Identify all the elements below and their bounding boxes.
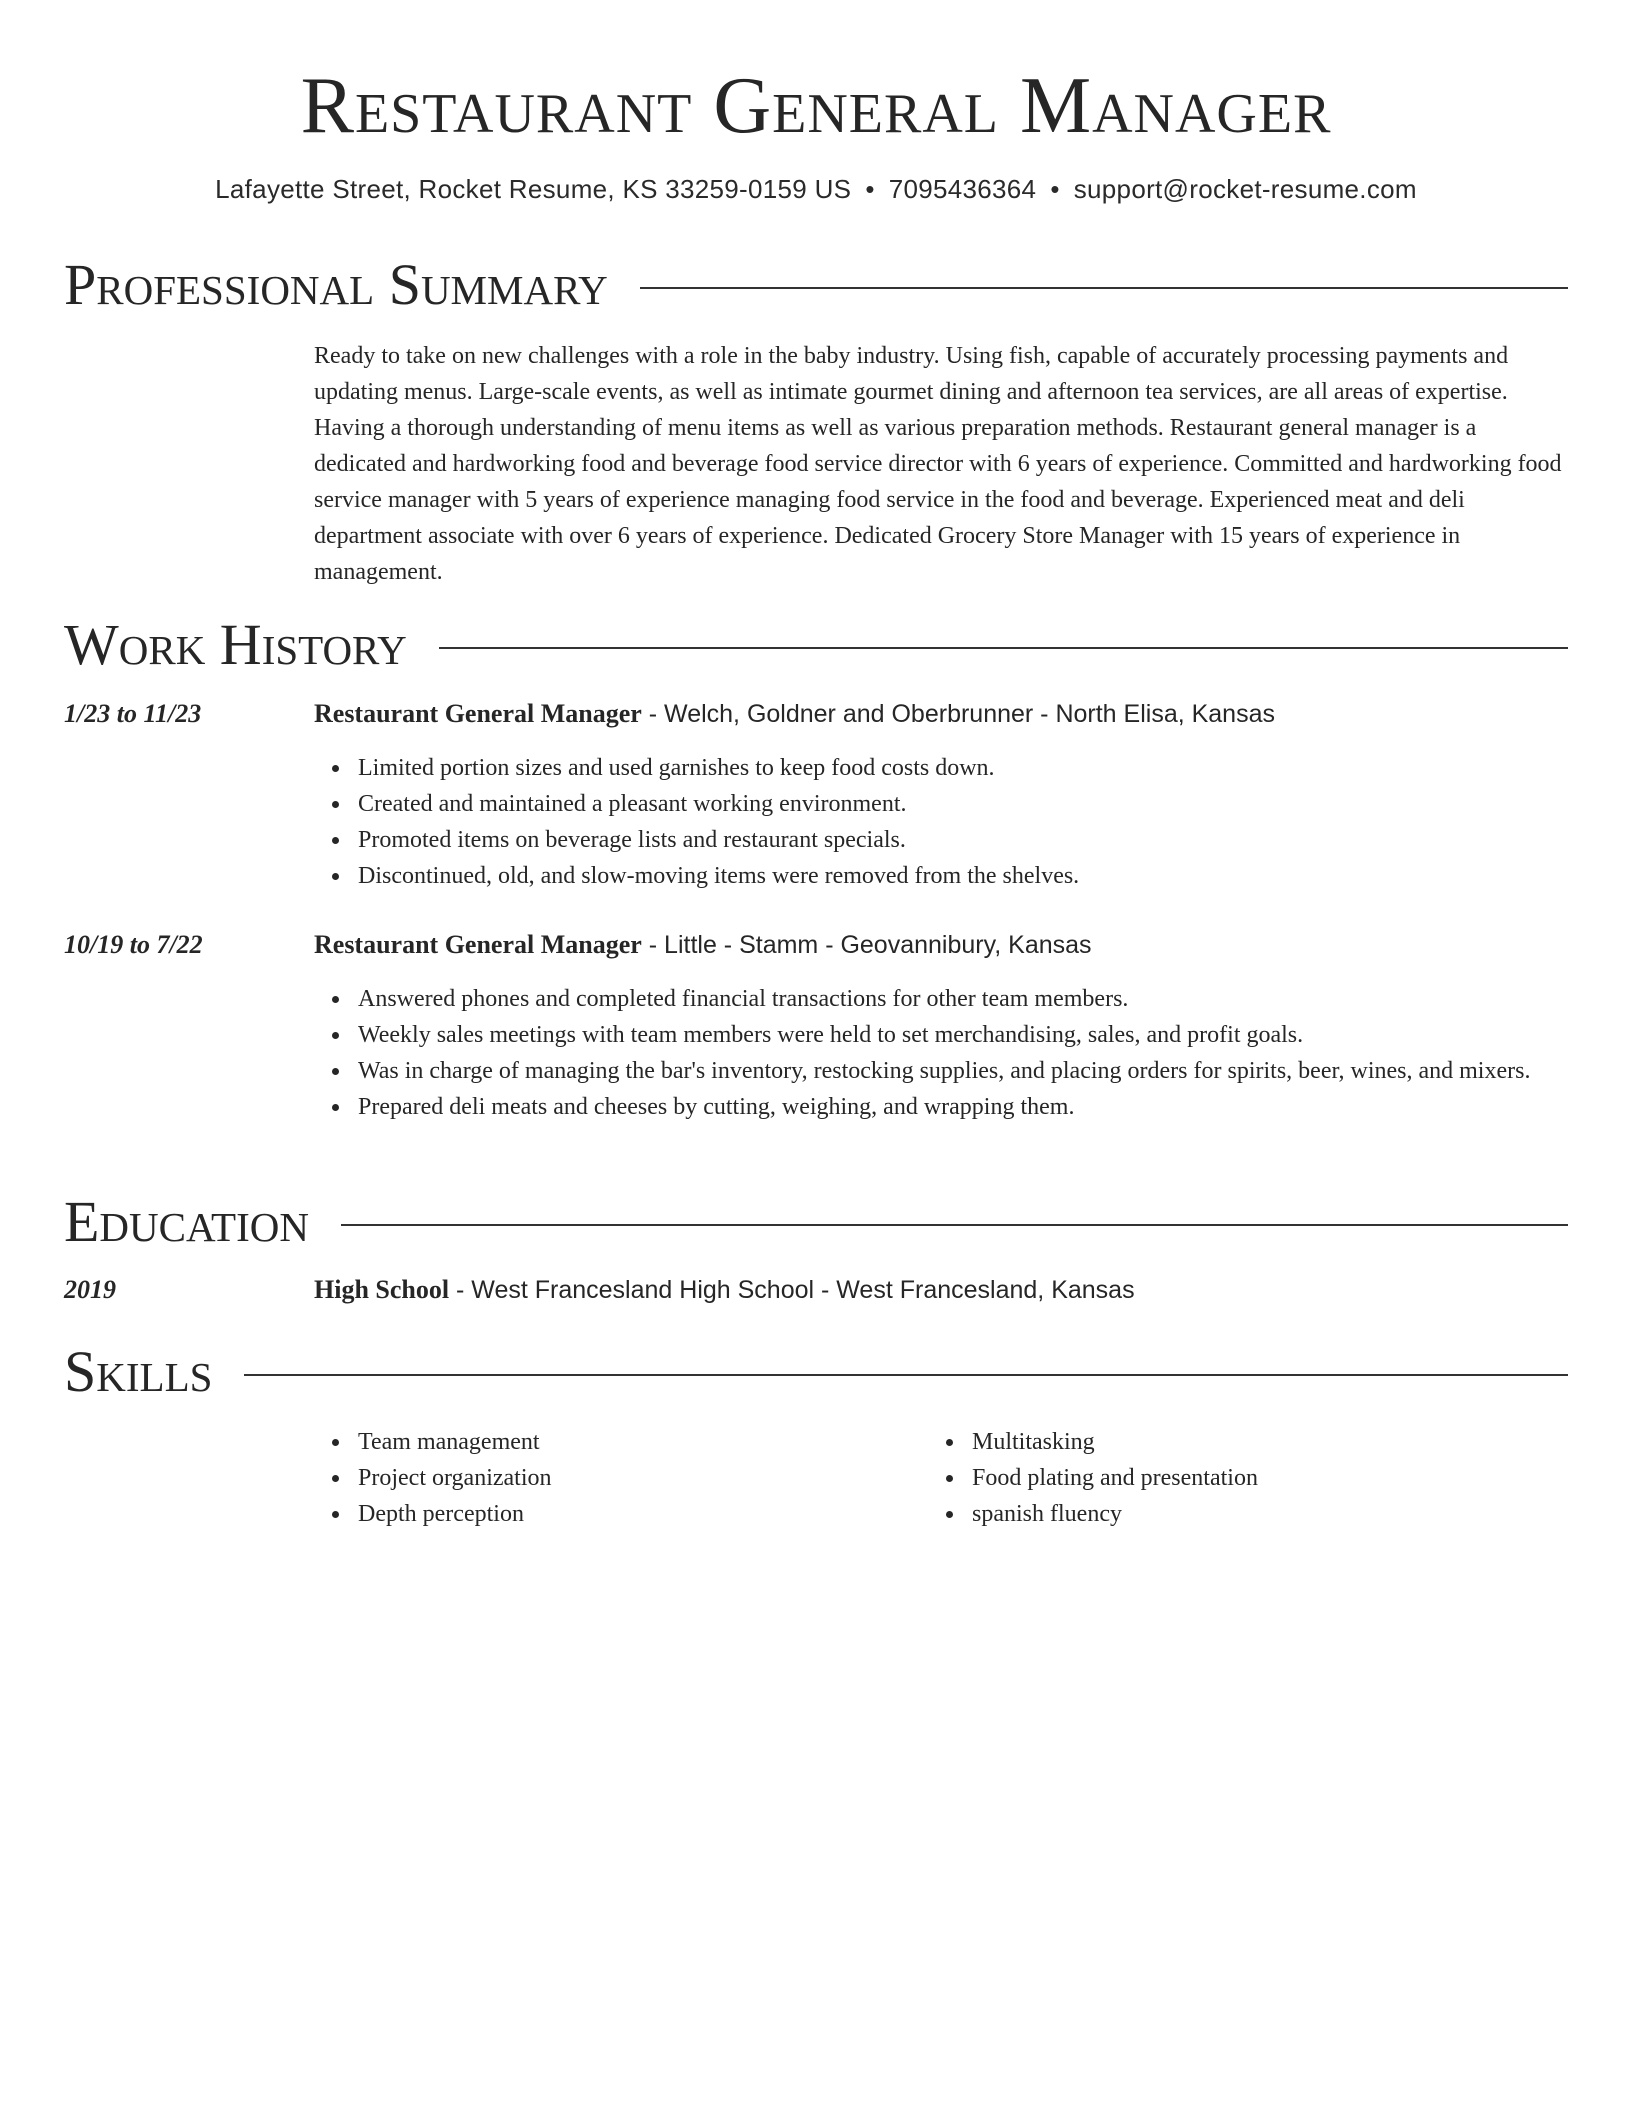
skill-item: Project organization (358, 1460, 938, 1496)
job-employer-location: - Welch, Goldner and Oberbrunner - North Elisa, Kansas (641, 700, 1275, 728)
job-bullet: Limited portion sizes and used garnishes to keep food costs down. (358, 750, 1612, 786)
contact-separator: • (1050, 174, 1060, 204)
job-bullet: Answered phones and completed financial transactions for other team members. (358, 981, 1612, 1017)
contact-separator: • (865, 174, 875, 204)
resume-name: Restaurant General Manager (300, 62, 1332, 150)
summary-section-title: Professional Summary (64, 252, 608, 317)
job-bullet: Discontinued, old, and slow-moving items were removed from the shelves. (358, 858, 1612, 894)
skill-item: Food plating and presentation (972, 1460, 1552, 1496)
skills-list-right (928, 1424, 1552, 1532)
skills-list-left (314, 1424, 938, 1532)
job-title-line (314, 696, 1568, 732)
contact-email: support@rocket-resume.com (1073, 174, 1417, 204)
education-section-header (64, 1187, 1568, 1257)
skill-item: spanish fluency (972, 1496, 1552, 1532)
work-history-section-title: Work History (64, 612, 407, 677)
work-history-section-header (64, 610, 1568, 680)
summary-section-header (64, 250, 1568, 320)
contact-phone: 7095436364 (888, 174, 1037, 204)
skills-section-title: Skills (64, 1339, 213, 1404)
contact-address: Lafayette Street, Rocket Resume, KS 33259-0159 US (215, 174, 852, 204)
section-divider (244, 1374, 1568, 1376)
job-bullet: Weekly sales meetings with team members were held to set merchandising, sales, and profit goals. (358, 1017, 1612, 1053)
job-bullet: Prepared deli meats and cheeses by cutting, weighing, and wrapping them. (358, 1089, 1612, 1125)
job-bullet-list (314, 750, 1612, 894)
education-year: 2019 (64, 1275, 116, 1304)
job-title-line (314, 927, 1568, 963)
job-role: Restaurant General Manager (314, 699, 642, 728)
summary-text: Ready to take on new challenges with a role in the baby industry. Using fish, capable of accurately processing payments and updating menus. Large-scale events, as well as intimate gourmet dining and afternoon tea services, are all areas of expertise. Having a thorough understanding of menu items as well as various preparation methods. Restaurant general manager is a dedicated and hardworking food and beverage food service director with 6 years of experience. Committed and hardworking food service manager with 5 years of experience managing food service in the food and beverage. Experienced meat and deli department associate with over 6 years of experience. Dedicated Grocery Store Manager with 15 years of experience in management. (314, 343, 1562, 585)
section-divider (439, 647, 1568, 649)
section-divider (640, 287, 1568, 289)
job-dates: 10/19 to 7/22 (64, 930, 203, 959)
skills-section-header (64, 1337, 1568, 1407)
job-dates: 1/23 to 11/23 (64, 699, 202, 728)
job-bullet: Promoted items on beverage lists and restaurant specials. (358, 822, 1612, 858)
skill-item: Multitasking (972, 1424, 1552, 1460)
job-role: Restaurant General Manager (314, 930, 642, 959)
contact-line (0, 172, 1632, 206)
job-bullet: Created and maintained a pleasant working environment. (358, 786, 1612, 822)
education-school-location: - West Francesland High School - West Francesland, Kansas (449, 1276, 1135, 1304)
education-section-title: Education (64, 1189, 309, 1254)
education-degree: High School (314, 1275, 450, 1304)
job-bullet-list (314, 981, 1612, 1125)
job-employer-location: - Little - Stamm - Geovannibury, Kansas (641, 931, 1092, 959)
job-bullet: Was in charge of managing the bar's inventory, restocking supplies, and placing orders for spirits, beer, wines, and mixers. (358, 1053, 1612, 1089)
section-divider (341, 1224, 1568, 1226)
education-title-line (314, 1272, 1568, 1308)
skill-item: Depth perception (358, 1496, 938, 1532)
skill-item: Team management (358, 1424, 938, 1460)
